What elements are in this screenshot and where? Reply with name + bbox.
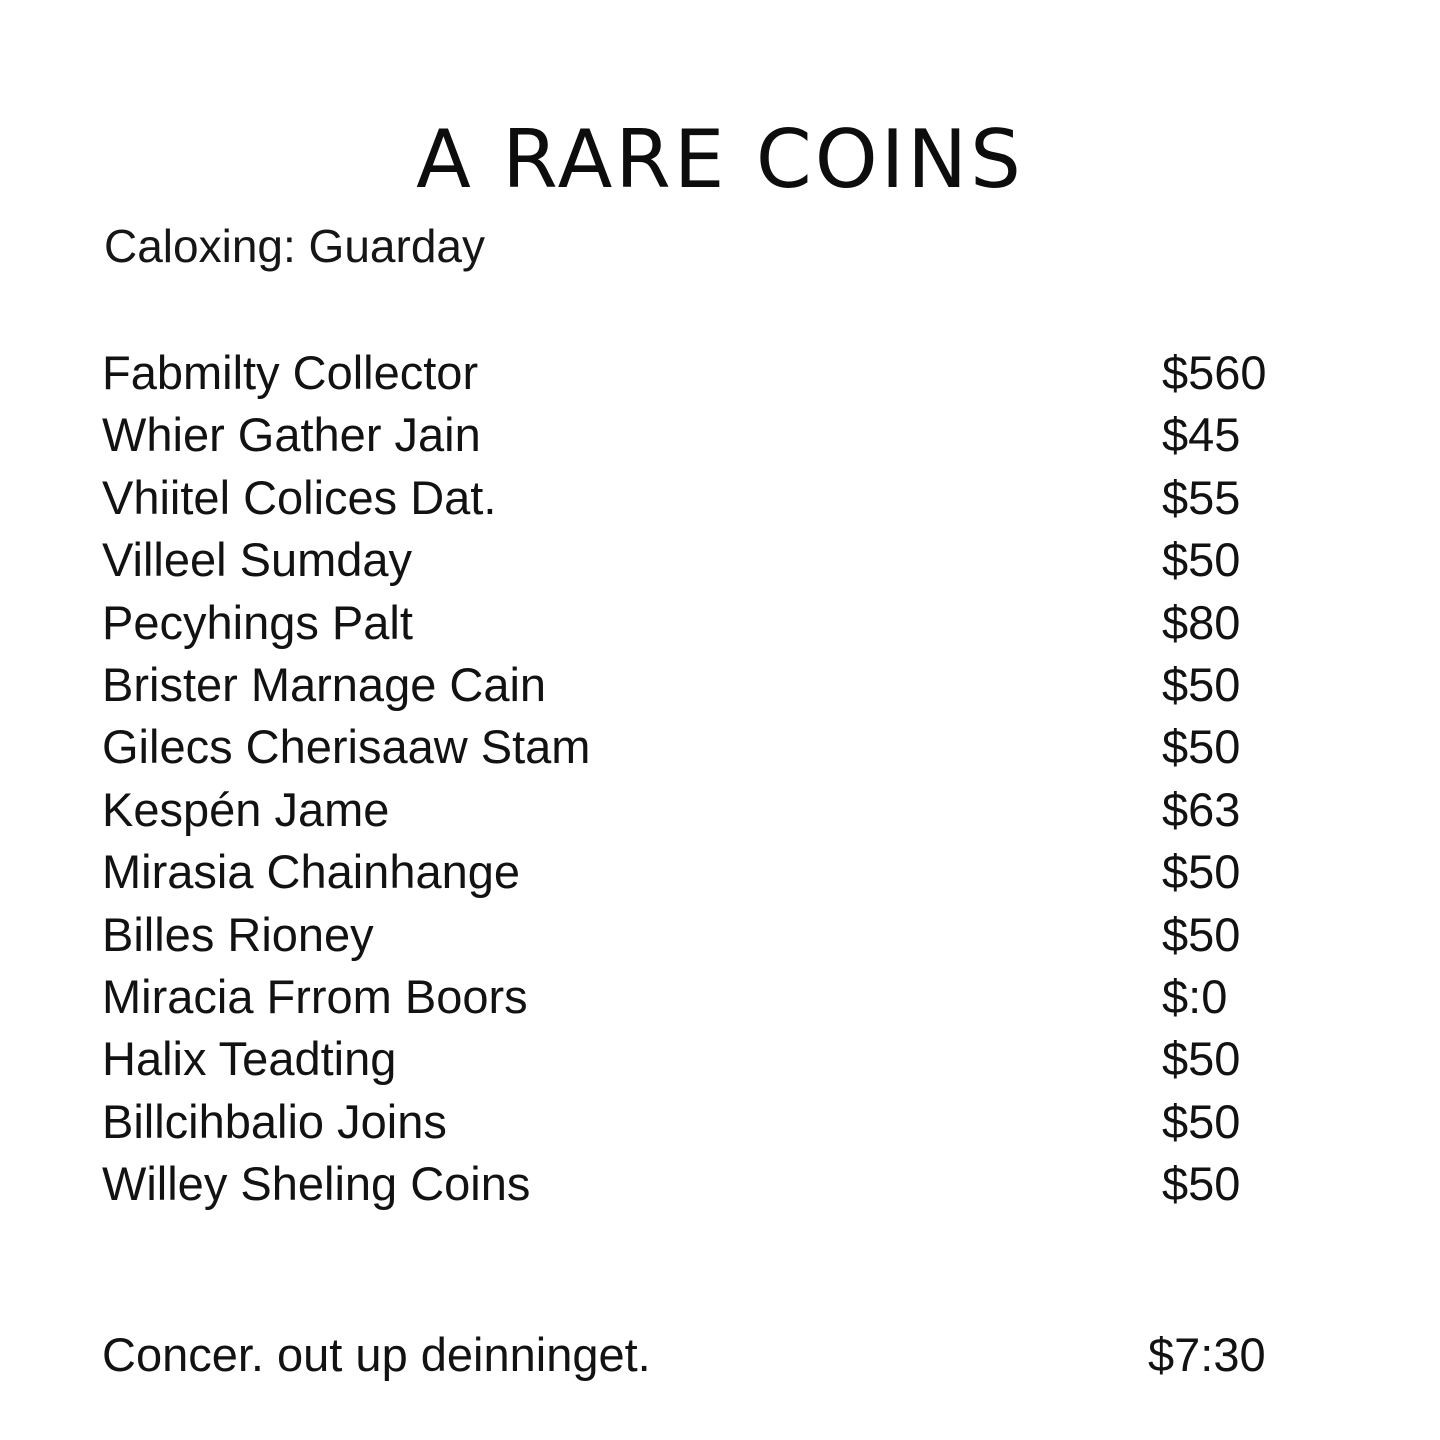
- item-price: $50: [1162, 1094, 1241, 1148]
- item-name: Billes Rioney: [102, 907, 374, 961]
- list-item: [102, 467, 1282, 529]
- item-price: $50: [1162, 845, 1241, 899]
- item-name: Miracia Frrom Boors: [102, 969, 528, 1023]
- item-price: $50: [1162, 657, 1241, 711]
- item-name: Kespén Jame: [102, 782, 390, 836]
- item-name: Mirasia Chainhange: [102, 845, 521, 899]
- item-name: Billcihbalio Joins: [102, 1094, 447, 1148]
- item-name: Willey Sheling Coins: [102, 1157, 531, 1211]
- item-price: $50: [1162, 1157, 1241, 1211]
- list-item: [102, 716, 1282, 778]
- item-price: $55: [1162, 470, 1241, 524]
- list-item: [102, 841, 1282, 903]
- footer-total: $7:30: [1148, 1328, 1266, 1381]
- item-name: Villeel Sumday: [102, 533, 413, 587]
- list-item: [102, 779, 1282, 841]
- page-subtitle: Caloxing: Guarday: [104, 220, 485, 272]
- page-title: A RARE COINS: [416, 113, 1024, 206]
- item-price: $50: [1162, 1032, 1241, 1086]
- list-item: [102, 404, 1282, 466]
- list-item: [102, 1091, 1282, 1153]
- item-price: $:0: [1162, 969, 1228, 1023]
- item-price: $50: [1162, 907, 1241, 961]
- item-name: Halix Teadting: [102, 1032, 397, 1086]
- list-item: [102, 1153, 1282, 1215]
- list-item: [102, 592, 1282, 654]
- coin-price-list: [102, 342, 1282, 1215]
- list-item: [102, 904, 1282, 966]
- list-item: [102, 654, 1282, 716]
- item-price: $63: [1162, 782, 1241, 836]
- item-name: Pecyhings Palt: [102, 595, 413, 649]
- item-name: Brister Marnage Cain: [102, 657, 547, 711]
- list-item: [102, 966, 1282, 1028]
- item-price: $560: [1162, 346, 1267, 399]
- footer-row: [102, 1324, 1282, 1386]
- item-price: $80: [1162, 595, 1241, 649]
- list-item: [102, 1028, 1282, 1090]
- item-price: $45: [1162, 408, 1241, 462]
- item-name: Whier Gather Jain: [102, 408, 481, 462]
- footer-note: Concer. out up deinninget.: [102, 1328, 651, 1381]
- item-name: Vhiitel Colices Dat.: [102, 470, 497, 524]
- item-price: $50: [1162, 720, 1241, 774]
- list-item: [102, 529, 1282, 591]
- list-item: [102, 342, 1282, 404]
- item-price: $50: [1162, 533, 1241, 587]
- item-name: Gilecs Cherisaaw Stam: [102, 720, 591, 774]
- item-name: Fabmilty Collector: [102, 346, 479, 399]
